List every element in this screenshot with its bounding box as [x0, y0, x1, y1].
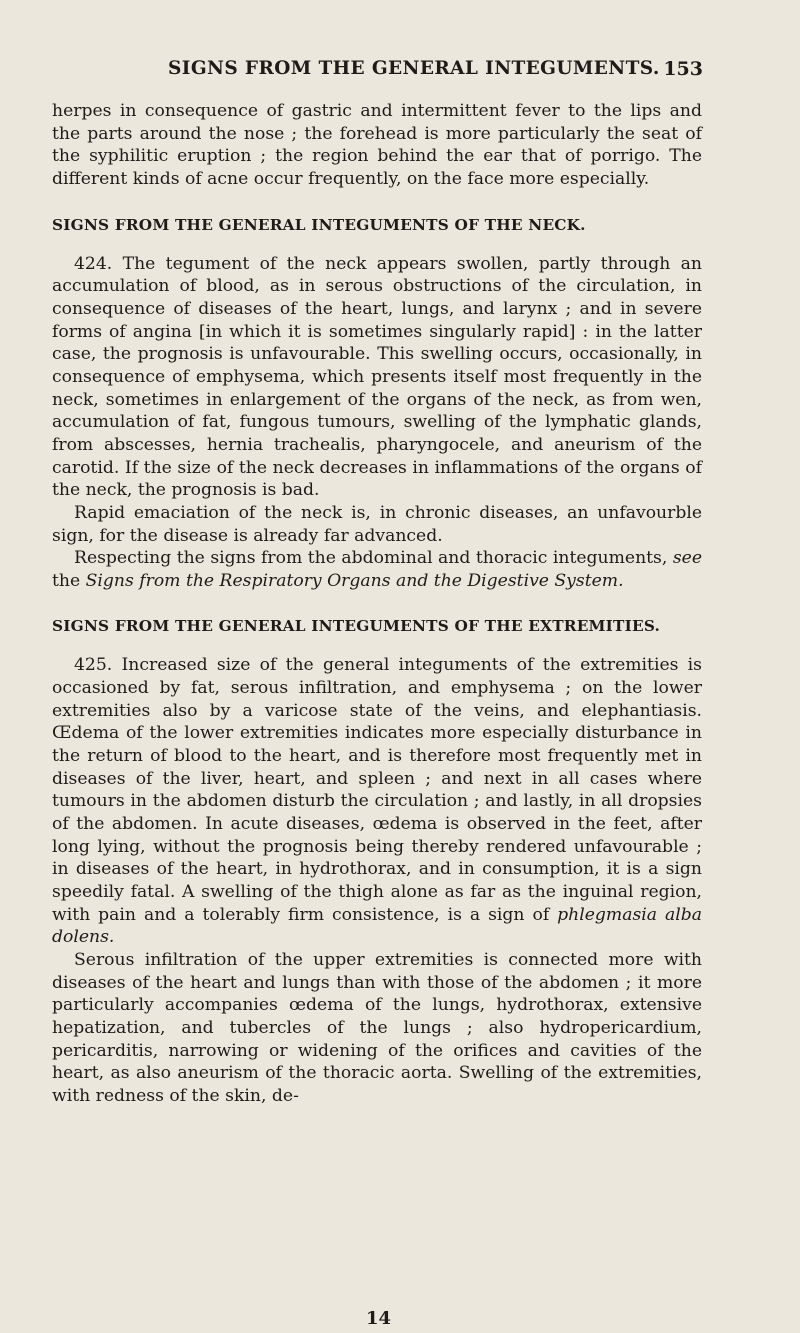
phlegmasia-term: phlegmasia alba dolens.	[52, 904, 702, 948]
page-header	[168, 58, 703, 86]
paragraph-respecting	[52, 547, 702, 592]
the-word: the	[52, 570, 81, 591]
running-head: SIGNS FROM THE GENERAL INTEGUMENTS.	[168, 58, 660, 79]
section-heading-neck: SIGNS FROM THE GENERAL INTEGUMENTS OF THE NECK.	[52, 215, 586, 234]
page-body	[52, 100, 702, 1108]
paragraph-425	[52, 654, 702, 949]
section-heading-extremities: SIGNS FROM THE GENERAL INTEGUMENTS OF THE EXTREMITIES.	[52, 617, 661, 636]
respecting-text: Respecting the signs from the abdominal and thoracic integuments,	[74, 548, 668, 569]
paragraph-emaciation: Rapid emaciation of the neck is, in chronic diseases, an unfavourble sign, for the disease is already far advanced.	[52, 502, 702, 546]
signature-mark: 14	[366, 1308, 392, 1329]
paragraph-continuation: herpes in consequence of gastric and intermittent fever to the lips and the parts around the nose ; the forehead is more particularly the seat of the syphilitic eruption ; the region behind the ear that of porrigo. The different kinds of acne occur frequently, on the face more especially.	[52, 101, 702, 189]
page-number: 153	[663, 58, 703, 80]
paragraph-424: 424. The tegument of the neck appears swollen, partly through an accumulation of blood, as in serous obstructions of the circulation, in consequence of diseases of the heart, lungs, and larynx ; and in severe forms of angina [in which it is sometimes singularly rapid] : in the latter case, the prognosis is unfavourable. This swelling occurs, occasionally, in consequence of emphysema, which presents itself most frequently in the neck, sometimes in enlargement of the organs of the neck, as from wen, accumulation of fat, fungous tumours, swelling of the lymphatic glands, from abscesses, hernia trachealis, pharyngocele, and aneurism of the carotid. If the size of the neck decreases in inflammations of the organs of the neck, the prognosis is bad.	[52, 253, 702, 501]
paragraph-serous: Serous infiltration of the upper extremities is connected more with diseases of the heart and lungs than with those of the abdomen ; it more particularly accompanies œdema of the lungs, hydrothorax, extensive hepatization, and tubercles of the lungs ; also hydropericardium, pericarditis, narrowing or widening of the orifices and cavities of the heart, as also aneurism of the thoracic aorta. Swelling of the extremities, with redness of the skin, de-	[52, 950, 702, 1106]
paragraph-425-text: 425. Increased size of the general integuments of the extremities is occasioned by fat, serous infiltration, and emphysema ; on the lower extremities also by a varicose state of the veins, and elephantiasis. Œdema of the lower extremities indicates more especially disturbance in the return of blood to the heart, and is therefore most frequently met in diseases of the liver, heart, and spleen ; and next in all cases where tumours in the abdomen disturb the circulation ; and lastly, in all dropsies of the abdomen. In acute diseases, œdema is observed in the feet, after long lying, without the prognosis being thereby rendered unfavourable ; in diseases of the heart, in hydrothorax, and in consumption, it is a sign speedily fatal. A swelling of the thigh alone as far as the inguinal region, with pain and a tolerably firm consistence, is a sign of	[52, 655, 702, 925]
cross-reference: Signs from the Respiratory Organs and the Digestive System.	[85, 570, 624, 591]
see-word: see	[672, 548, 703, 569]
